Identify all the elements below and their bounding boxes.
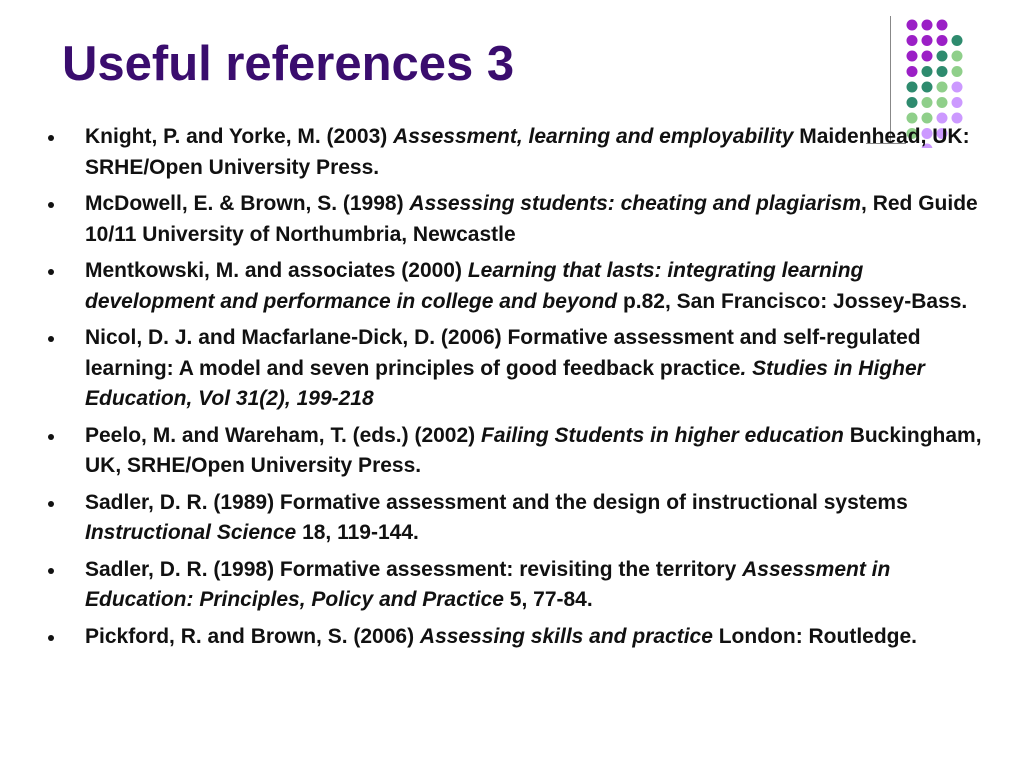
bullet-icon	[48, 501, 54, 507]
reference-text: Maidenhead, UK: SRHE/Open University Press.	[85, 125, 970, 179]
bullet-icon	[48, 434, 54, 440]
reference-text: p.82, San Francisco: Jossey-Bass.	[617, 289, 968, 313]
reference-title: Assessment in Education: Principles, Policy and Practice	[85, 557, 891, 611]
reference-item	[48, 488, 988, 549]
reference-title: . Studies in Higher Education, Vol 31(2), 199-218	[85, 356, 925, 410]
reference-title: Instructional Science	[85, 521, 297, 544]
bullet-icon	[48, 336, 54, 342]
reference-text: Knight, P. and Yorke, M. (2003)	[85, 125, 394, 148]
reference-title: Learning that lasts: integrating learning development and performance in college and beyond	[85, 259, 864, 313]
reference-item	[48, 256, 988, 317]
bullet-icon	[48, 635, 54, 641]
page-title: Useful references 3	[62, 37, 515, 91]
reference-text: , Red Guide 10/11 University of Northumbria, Newcastle	[85, 192, 978, 246]
reference-item	[48, 622, 988, 653]
reference-text: Nicol, D. J. and Macfarlane-Dick, D. (2006) Formative assessment and self-regulated learning: A model and seven principles of good feedback practice	[85, 326, 921, 380]
reference-title: Assessing skills and practice	[419, 624, 713, 648]
reference-item	[48, 421, 988, 482]
reference-text: Sadler, D. R. (1998) Formative assessment: revisiting the territory	[85, 557, 743, 581]
reference-text: 5, 77-84.	[503, 588, 593, 611]
reference-text: McDowell, E. & Brown, S. (1998)	[85, 192, 410, 215]
reference-text: London: Routledge.	[712, 624, 918, 648]
bullet-icon	[48, 135, 54, 141]
reference-text: Pickford, R. and Brown, S. (2006)	[85, 624, 420, 648]
reference-text: Buckingham, UK, SRHE/Open University Press.	[85, 423, 982, 477]
reference-item	[48, 555, 988, 616]
bullet-icon	[48, 568, 54, 574]
reference-list	[48, 122, 988, 658]
reference-item	[48, 122, 988, 183]
reference-title: Assessment, learning and employability	[393, 125, 794, 148]
reference-text: 18, 119-144.	[296, 521, 419, 544]
reference-item	[48, 189, 988, 250]
reference-title: Assessing students: cheating and plagiarism	[409, 192, 862, 215]
reference-item	[48, 323, 988, 415]
bullet-icon	[48, 269, 54, 275]
bullet-icon	[48, 202, 54, 208]
reference-text: Sadler, D. R. (1989) Formative assessment and the design of instructional systems	[85, 490, 908, 514]
reference-title: Failing Students in higher education	[481, 423, 844, 447]
reference-text: Peelo, M. and Wareham, T. (eds.) (2002)	[85, 423, 481, 447]
reference-text: Mentkowski, M. and associates (2000)	[85, 259, 468, 282]
